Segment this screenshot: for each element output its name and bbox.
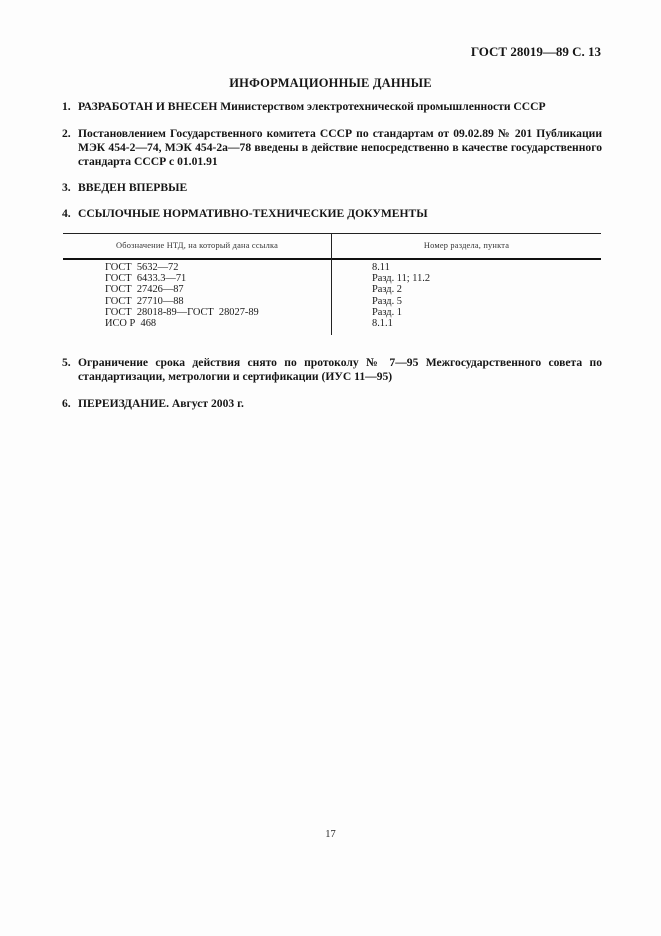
item-text: ССЫЛОЧНЫЕ НОРМАТИВНО-ТЕХНИЧЕСКИЕ ДОКУМЕНТЫ [78,207,428,220]
table-top-rule [63,233,601,234]
table-cell-section: Разд. 5 [372,295,402,307]
item-text: РАЗРАБОТАН И ВНЕСЕН Министерством электротехнической промышленности СССР [78,100,546,113]
info-item-developed [62,100,602,114]
item-number: 4. [62,207,71,220]
info-item-validity [62,356,602,384]
item-number: 1. [62,100,71,113]
table-column-documents [105,262,259,329]
table-cell-document: ГОСТ 6433.3—71 [105,273,187,285]
section-title: ИНФОРМАЦИОННЫЕ ДАННЫЕ [229,76,432,90]
info-item-first-introduced [62,181,602,195]
item-text: Постановлением Государственного комитета СССР по стандартам от 09.02.89 № 201 Публикации МЭК 454-2—74, МЭК 454-2а—78 введены в действие непосредственно в качестве государственного стандарта СССР с 01.01.91 [78,127,602,168]
running-header: ГОСТ 28019—89 С. 13 [470,44,601,59]
table-cell-section: Разд. 2 [372,284,402,296]
item-number: 3. [62,181,71,194]
table-cell-document: ИСО Р 468 [105,318,157,330]
table-cell-section: Разд. 11; 11.2 [372,273,431,285]
table-cell-document: ГОСТ 27710—88 [105,295,184,307]
item-text: ПЕРЕИЗДАНИЕ. Август 2003 г. [78,397,244,410]
page-number: 17 [325,829,336,840]
table-cell-document: ГОСТ 27426—87 [105,284,184,296]
table-cell-section: Разд. 1 [372,306,402,318]
table-header-rule [63,258,601,260]
table-cell-section: 8.1.1 [372,318,393,330]
info-item-enacted [62,127,602,169]
table-header-document: Обозначение НТД, на который дана ссылка [115,241,279,250]
table-cell-document: ГОСТ 5632—72 [105,262,179,273]
references-table [63,233,601,335]
table-cell-section: 8.11 [372,262,390,273]
item-number: 2. [62,127,71,140]
item-number: 5. [62,356,71,369]
info-item-references [62,207,602,221]
table-cell-document: ГОСТ 28018-89—ГОСТ 28027-89 [105,306,259,318]
item-text: ВВЕДЕН ВПЕРВЫЕ [78,181,188,194]
table-header-section: Номер раздела, пункта [423,241,510,250]
table-column-sections [372,262,430,329]
item-number: 6. [62,397,71,410]
info-item-reissue [62,397,602,411]
item-text: Ограничение срока действия снято по протоколу № 7—95 Межгосударственного совета по стандартизации, метрологии и сертификации (ИУС 11—95) [78,356,602,383]
